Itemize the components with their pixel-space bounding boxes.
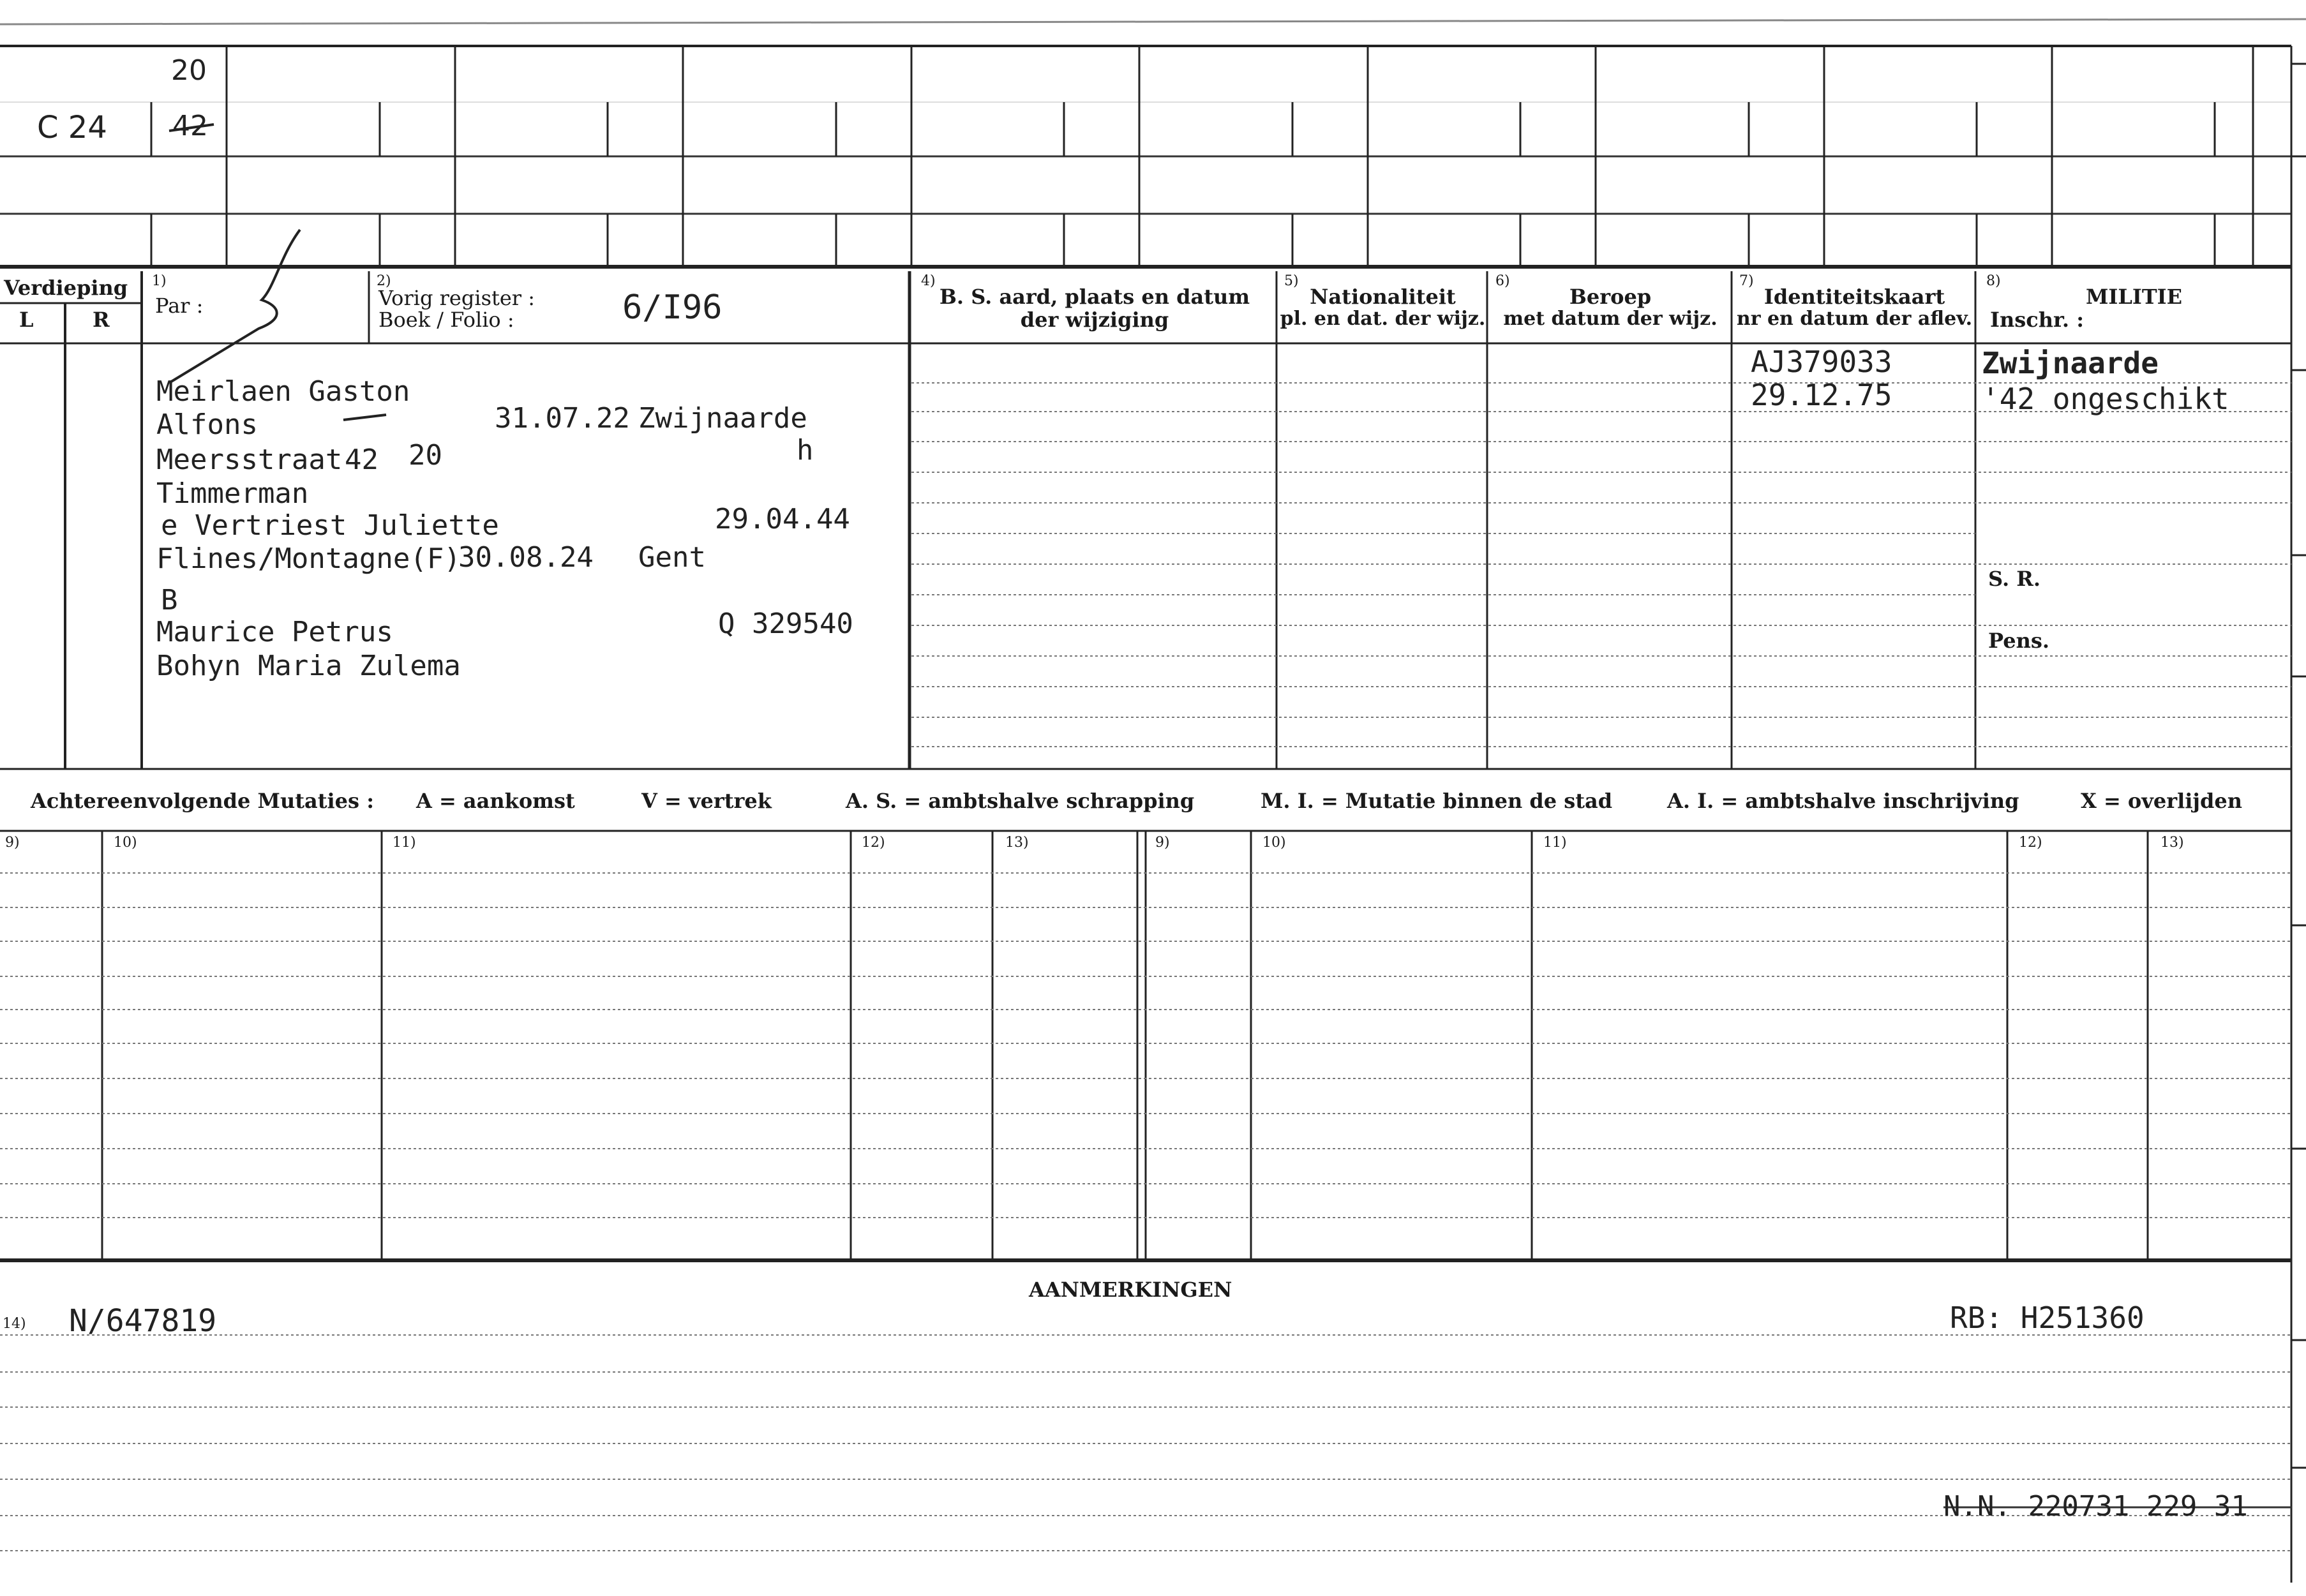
person-spouse: e Vertriest Juliette [161, 509, 499, 542]
mut-col12-right: 12) [2019, 835, 2042, 851]
col2-number: 2) [377, 273, 391, 289]
boek-folio-label: Boek / Folio : [378, 308, 514, 332]
mutaties-mutatie-binnen: M. I. = Mutatie binnen de stad [1261, 789, 1613, 813]
mut-col11-right: 11) [1543, 835, 1567, 851]
mut-col11-left: 11) [393, 835, 416, 851]
mutaties-title: Achtereenvolgende Mutaties : [31, 789, 374, 813]
pens-label: Pens. [1988, 629, 2049, 653]
militie-label: MILITIE [2086, 285, 2183, 309]
col4-number: 4) [921, 273, 936, 289]
identiteitskaart-line2: nr en datum der aflev. [1736, 308, 1973, 330]
person-h-mark: h [797, 434, 814, 466]
person-nationality-code: B [161, 584, 178, 616]
identiteitskaart-line1: Identiteitskaart [1763, 285, 1945, 309]
col8-number: 8) [1986, 273, 2001, 289]
register-value: 6/I96 [622, 288, 722, 327]
person-surname-firstname: Meirlaen Gaston [156, 375, 410, 408]
aanmerkingen-rb: RB: H251360 [1950, 1301, 2145, 1335]
person-marriage-date: 29.04.44 [715, 503, 850, 535]
identity-card-number: AJ379033 [1751, 345, 1892, 379]
person-spouse-birth-date: 30.08.24 [458, 541, 594, 574]
mut-col10-right: 10) [1262, 835, 1286, 851]
beroep-line2: met datum der wijz. [1503, 308, 1718, 330]
person-birth-place: Zwijnaarde [638, 402, 807, 435]
inschr-label: Inschr. : [1990, 308, 2085, 332]
struck-number: 42 [172, 110, 208, 142]
mutaties-aankomst: A = aankomst [416, 789, 575, 813]
house-number-top: 20 [171, 54, 207, 87]
person-birth-date: 31.07.22 [495, 402, 630, 435]
person-id-code: Q 329540 [718, 608, 853, 640]
address-code: C 24 [37, 110, 107, 145]
militie-status: '42 ongeschikt [1982, 382, 2229, 416]
mutaties-overlijden: X = overlijden [2081, 789, 2242, 813]
person-street: Meersstraat [156, 444, 343, 476]
identity-card-date: 29.12.75 [1751, 378, 1892, 412]
aanmerkingen-number: 14) [3, 1316, 26, 1332]
aanmerkingen-code: N/647819 [69, 1303, 217, 1339]
mut-col9-right: 9) [1155, 835, 1170, 851]
sr-label: S. R. [1988, 567, 2040, 591]
mutaties-vertrek: V = vertrek [641, 789, 772, 813]
person-second-name: Alfons [156, 408, 258, 441]
person-marriage-city: Gent [638, 541, 706, 574]
militie-place: Zwijnaarde [1982, 346, 2159, 380]
bs-aard-line2: der wijziging [1020, 308, 1169, 332]
col6-number: 6) [1495, 273, 1510, 289]
vorig-register-label: Vorig register : [378, 286, 535, 310]
person-spouse-birth-place: Flines/Montagne(F) [156, 542, 461, 575]
par-label: Par : [155, 294, 204, 318]
bs-aard-line1: B. S. aard, plaats en datum [939, 285, 1250, 309]
col7-number: 7) [1739, 273, 1754, 289]
mut-col12-left: 12) [862, 835, 885, 851]
nationaliteit-line2: pl. en dat. der wijz. [1280, 308, 1486, 330]
col1-number: 1) [152, 273, 167, 289]
person-mother-name: Bohyn Maria Zulema [156, 650, 461, 682]
verdieping-label: Verdieping [4, 276, 128, 300]
col5-number: 5) [1284, 273, 1299, 289]
mut-col9-left: 9) [5, 835, 20, 851]
mutaties-ambtshalve-inschrijving: A. I. = ambtshalve inschrijving [1667, 789, 2019, 813]
col-r-label: R [93, 308, 110, 332]
mut-col10-left: 10) [114, 835, 137, 851]
mut-col13-right: 13) [2160, 835, 2184, 851]
nationaliteit-line1: Nationaliteit [1310, 285, 1456, 309]
aanmerkingen-nn: N.N. 220731 229 31 [1943, 1490, 2248, 1523]
mutaties-ambtshalve-schrapping: A. S. = ambtshalve schrapping [846, 789, 1195, 813]
mut-col13-left: 13) [1005, 835, 1029, 851]
beroep-line1: Beroep [1569, 285, 1652, 309]
aanmerkingen-title: AANMERKINGEN [1029, 1278, 1232, 1302]
person-profession: Timmerman [156, 477, 309, 510]
person-father-name: Maurice Petrus [156, 616, 393, 648]
col-l-label: L [19, 308, 34, 332]
person-house-number: 20 [408, 439, 442, 472]
person-struck-house-number: 42 [345, 444, 378, 476]
